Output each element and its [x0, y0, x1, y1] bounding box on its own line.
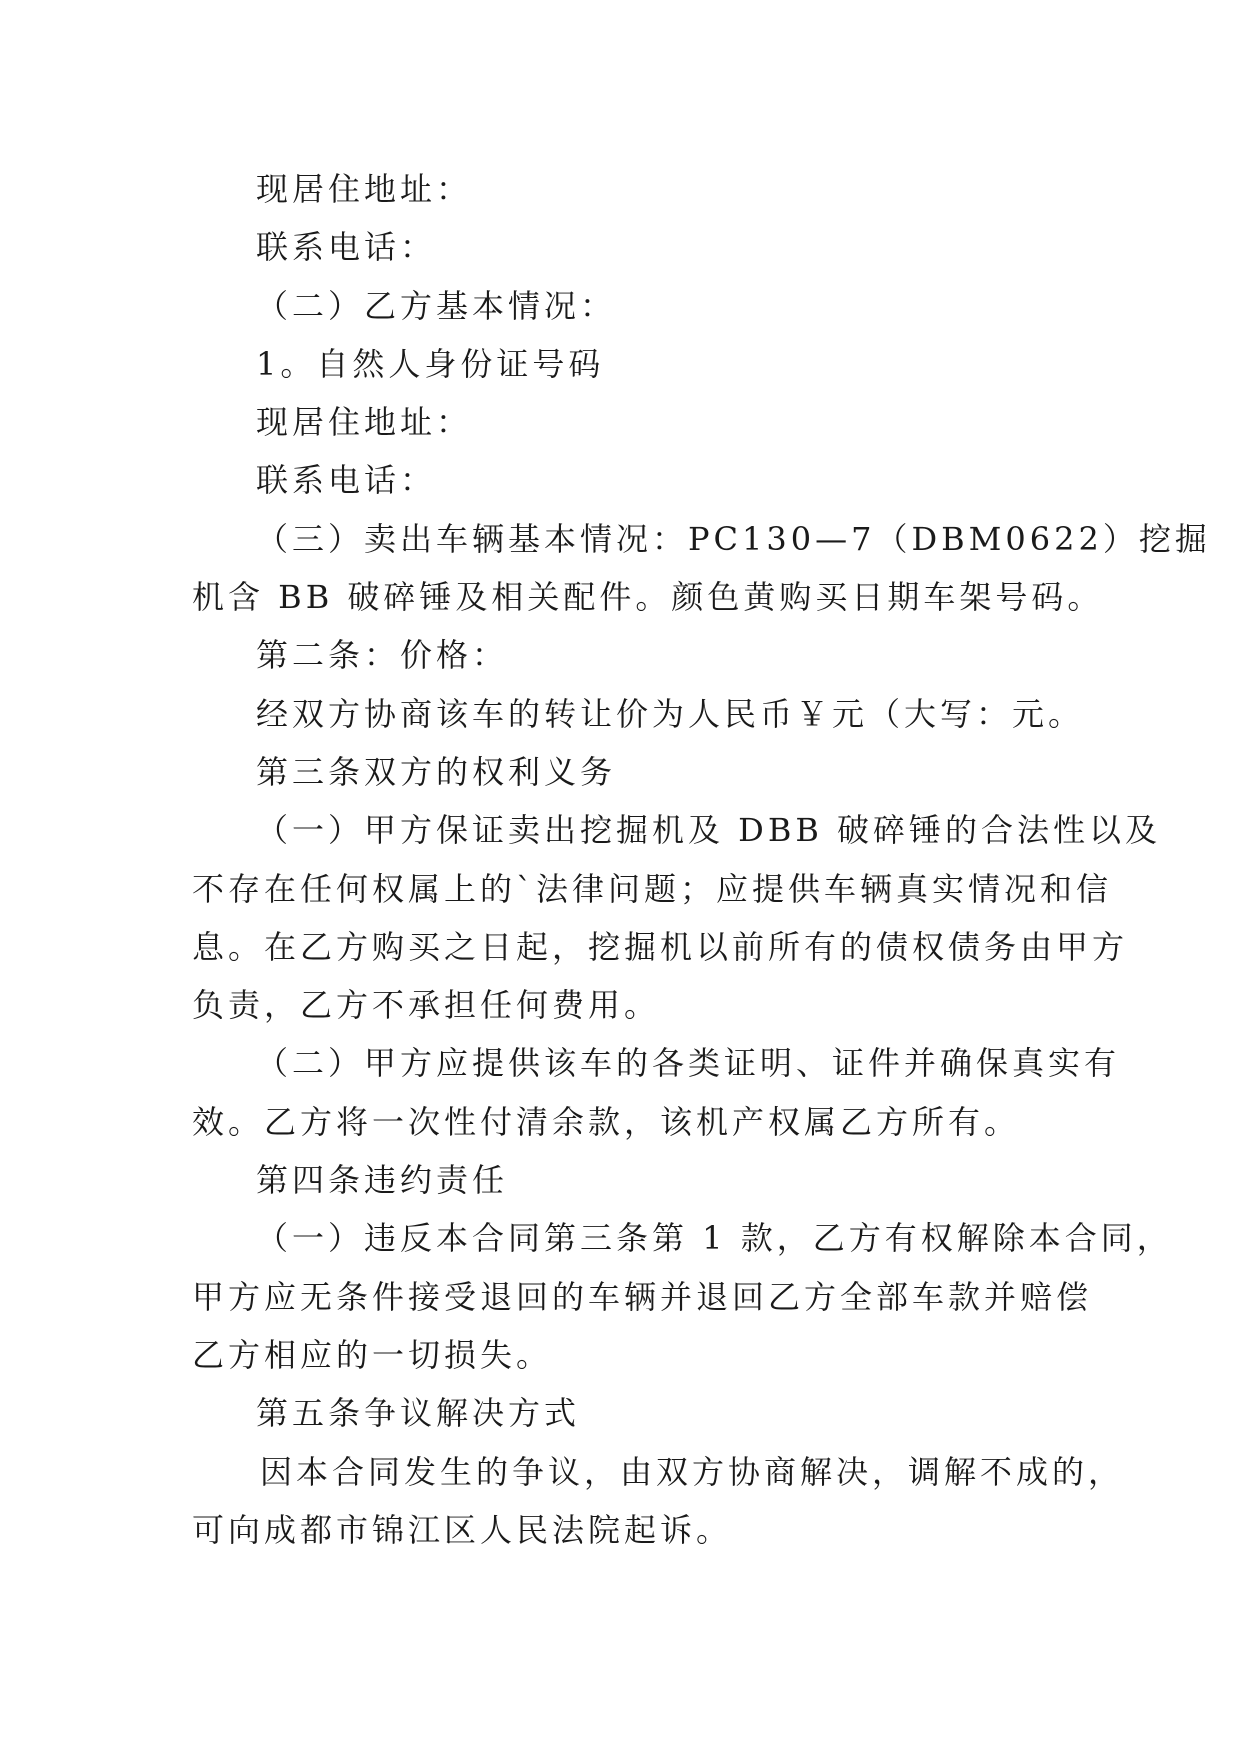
line-phone-b: 联系电话：	[256, 461, 437, 500]
line-phone-a: 联系电话：	[256, 228, 437, 267]
line-rights-2b: 效。乙方将一次性付清余款，该机产权属乙方所有。	[192, 1102, 1021, 1141]
line-breach-1b: 甲方应无条件接受退回的车辆并退回乙方全部车款并赔偿	[192, 1277, 1093, 1316]
line-price: 经双方协商该车的转让价为人民币￥元（大写：元。	[256, 694, 1085, 733]
line-article-4-heading: 第四条违约责任	[256, 1161, 509, 1200]
line-rights-1d: 负责，乙方不承担任何费用。	[192, 986, 661, 1025]
line-residence-address-b: 现居住地址：	[256, 403, 473, 442]
line-breach-1a: （一）违反本合同第三条第 1 款，乙方有权解除本合同，	[256, 1219, 1173, 1258]
line-vehicle-info-2: 机含 BB 破碎锤及相关配件。颜色黄购买日期车架号码。	[192, 578, 1104, 617]
line-party-b-heading: （二）乙方基本情况：	[256, 286, 617, 325]
line-article-2-heading: 第二条：价格：	[256, 636, 509, 675]
line-rights-1c: 息。在乙方购买之日起，挖掘机以前所有的债权债务由甲方	[192, 927, 1129, 966]
line-rights-2a: （二）甲方应提供该车的各类证明、证件并确保真实有	[256, 1044, 1121, 1083]
contract-body	[192, 160, 1211, 1559]
line-dispute-1b: 可向成都市锦江区人民法院起诉。	[192, 1510, 733, 1549]
line-article-5-heading: 第五条争议解决方式	[256, 1394, 581, 1433]
line-residence-address-a: 现居住地址：	[256, 170, 473, 208]
line-breach-1c: 乙方相应的一切损失。	[192, 1335, 553, 1374]
line-vehicle-info-1: （三）卖出车辆基本情况：PC130—7（DBM0622）挖掘	[256, 519, 1211, 558]
line-id-number: 1。自然人身份证号码	[256, 344, 605, 383]
line-dispute-1a: 因本合同发生的争议，由双方协商解决，调解不成的，	[260, 1452, 1125, 1491]
line-rights-1b: 不存在任何权属上的`法律问题；应提供车辆真实情况和信	[192, 869, 1113, 908]
line-article-3-heading: 第三条双方的权利义务	[256, 752, 617, 791]
line-rights-1a: （一）甲方保证卖出挖掘机及 DBB 破碎锤的合法性以及	[256, 811, 1162, 850]
